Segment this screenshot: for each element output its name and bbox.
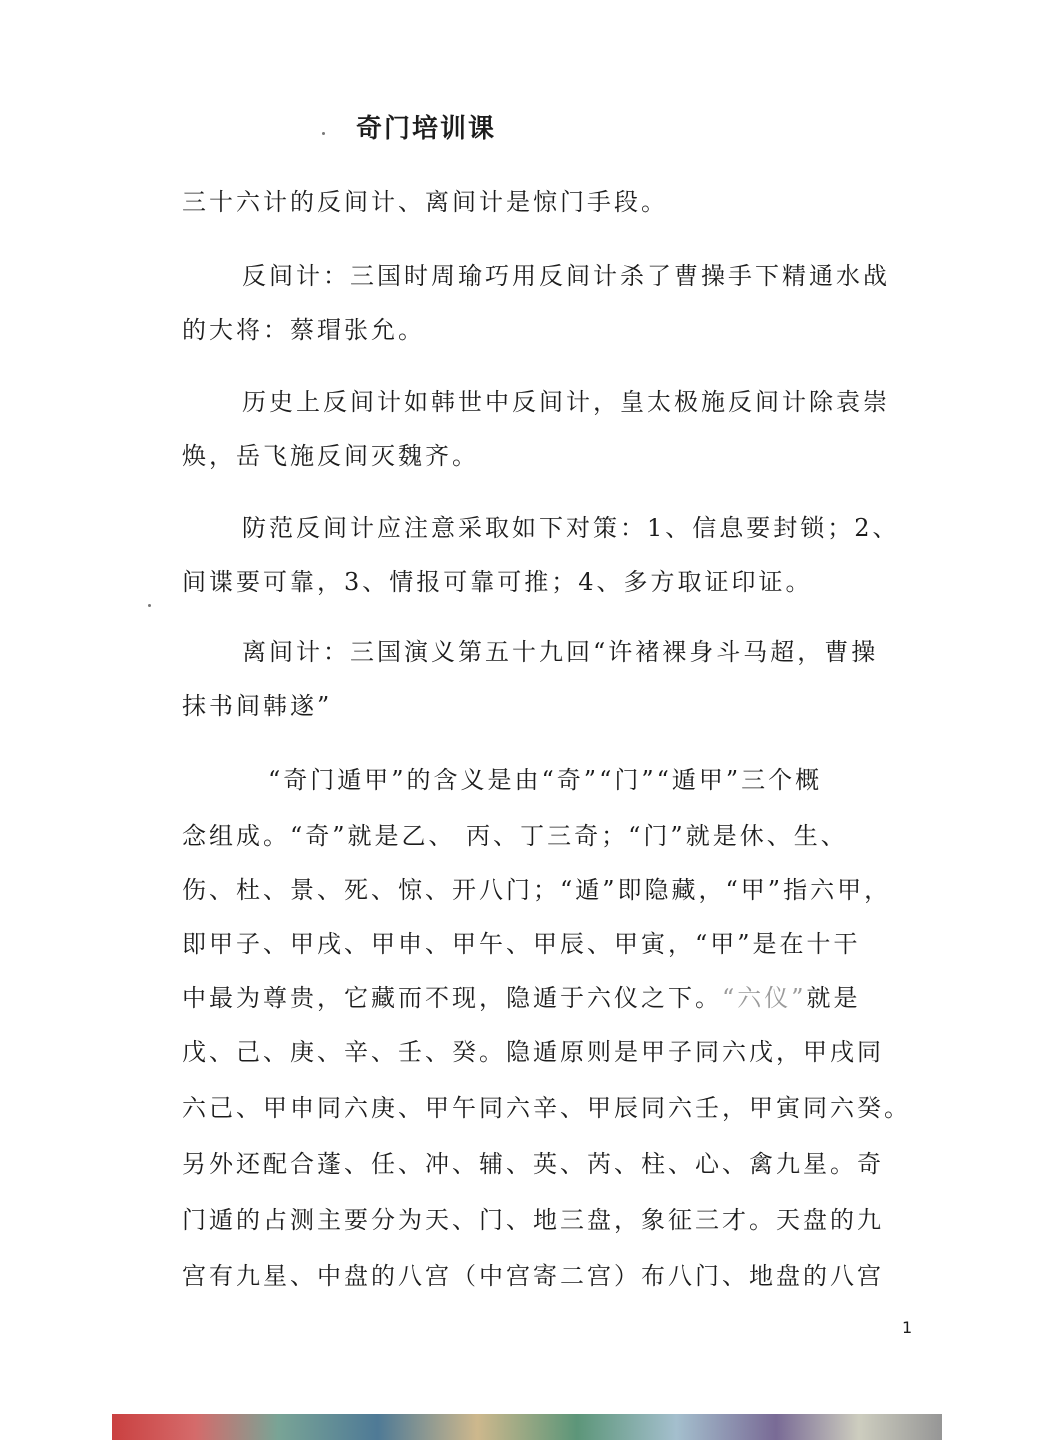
text-line [182,978,922,1013]
text-line: 念组成。“奇”就是乙、 丙、丁三奇；“门”就是休、生、 [182,822,848,850]
text-line: 门遁的占测主要分为天、门、地三盘，象征三才。天盘的九 [182,1206,884,1234]
text-line: 防范反间计应注意采取如下对策：1、信息要封锁；2、 [242,514,900,542]
text-line: 三十六计的反间计、离间计是惊门手段。 [182,188,668,216]
text-line: 另外还配合蓬、任、冲、辅、英、芮、柱、心、禽九星。奇 [182,1150,884,1178]
text-line: 的大将：蔡瑁张允。 [182,316,425,344]
text-line: “奇门遁甲”的含义是由“奇”“门”“遁甲”三个概 [268,766,823,794]
faded-term: “六仪” [722,984,807,1012]
text-segment: 就是 [806,984,861,1012]
text-line: 焕，岳飞施反间灭魏齐。 [182,442,479,470]
scan-speck [148,604,151,607]
text-line: 即甲子、甲戌、甲申、甲午、甲辰、甲寅，“甲”是在十干 [182,930,861,958]
text-line: 间谍要可靠，3、情报可靠可推；4、多方取证印证。 [182,568,813,596]
page-title [0,108,1042,145]
text-line: 伤、杜、景、死、惊、开八门；“遁”即隐藏，“甲”指六甲， [182,876,892,904]
text-segment: 中最为尊贵，它藏而不现，隐遁于六仪之下。 [182,984,722,1012]
text-line: 历史上反间计如韩世中反间计，皇太极施反间计除袁崇 [242,388,890,416]
page-number: 1 [902,1318,913,1337]
scan-edge-stripe [112,1414,942,1440]
text-line: 戊、己、庚、辛、壬、癸。隐遁原则是甲子同六戊，甲戌同 [182,1038,884,1066]
text-line: 宫有九星、中盘的八宫（中宫寄二宫）布八门、地盘的八宫 [182,1262,884,1290]
scan-speck [322,132,325,135]
text-line: 六己、甲申同六庚、甲午同六辛、甲辰同六壬，甲寅同六癸。 [182,1094,911,1122]
title-text: 奇门培训课 [355,114,496,144]
text-line: 抹书间韩遂” [182,692,333,720]
text-line: 反间计：三国时周瑜巧用反间计杀了曹操手下精通水战 [242,262,890,290]
text-line: 离间计：三国演义第五十九回“许褚裸身斗马超，曹操 [242,638,879,666]
